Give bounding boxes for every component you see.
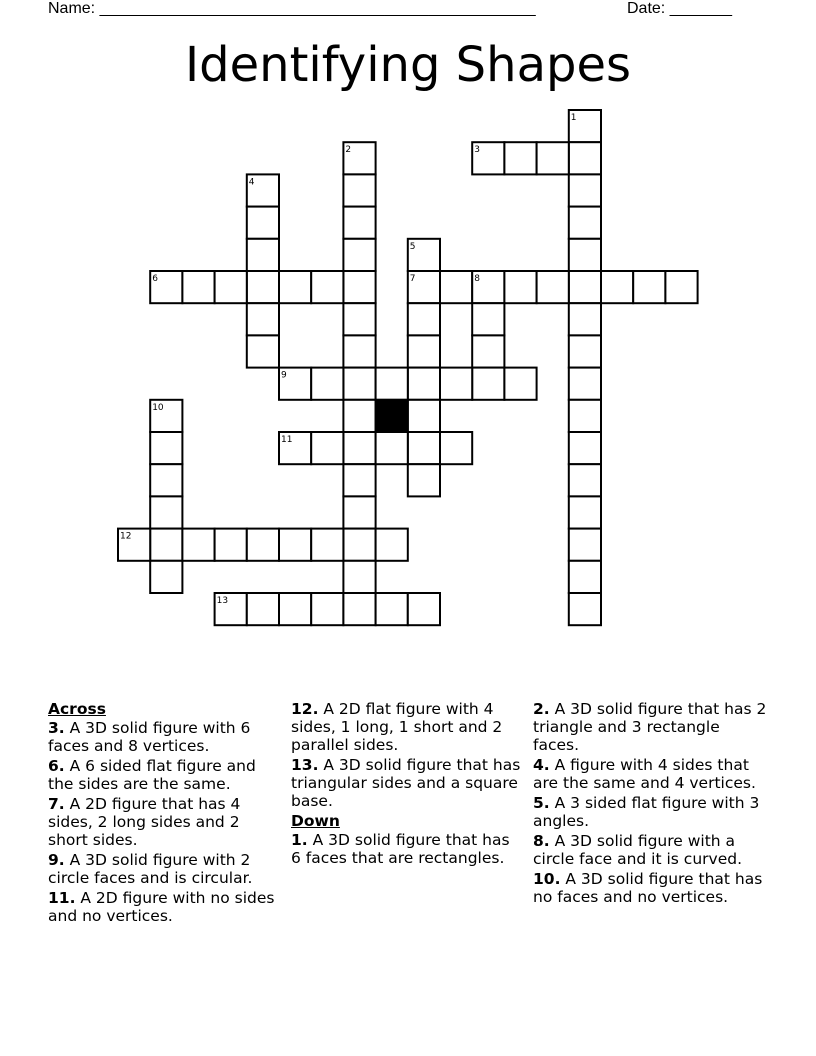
crossword-cell[interactable] <box>569 368 601 400</box>
crossword-cell[interactable] <box>633 271 665 303</box>
crossword-cell[interactable] <box>182 529 214 561</box>
crossword-cell[interactable] <box>215 271 247 303</box>
crossword-cell[interactable] <box>247 239 279 271</box>
crossword-cell[interactable] <box>247 271 279 303</box>
crossword-cell[interactable] <box>343 593 375 625</box>
crossword-cell[interactable] <box>343 368 375 400</box>
clue-number-label: 12 <box>120 531 132 542</box>
crossword-cell[interactable] <box>343 432 375 464</box>
crossword-cell[interactable] <box>150 432 182 464</box>
crossword-cell[interactable] <box>569 464 601 496</box>
crossword-cell[interactable] <box>247 303 279 335</box>
crossword-cell[interactable] <box>182 271 214 303</box>
crossword-cell[interactable] <box>569 400 601 432</box>
clue-number-label: 13 <box>216 596 229 606</box>
clue-number-label: 2 <box>345 145 352 156</box>
crossword-cell[interactable] <box>343 464 375 496</box>
crossword-cell[interactable] <box>247 529 279 561</box>
crossword-cell[interactable] <box>150 496 182 528</box>
crossword-cell[interactable] <box>343 400 375 432</box>
crossword-cell[interactable] <box>247 335 279 367</box>
crossword-cell[interactable] <box>343 239 375 271</box>
clue-across-11: 11. A 2D figure with no sides and no vertices. <box>48 889 275 925</box>
crossword-cell[interactable] <box>376 368 408 400</box>
clue-down-1: 1. A 3D solid figure that has 6 faces that are rectangles. <box>291 831 510 867</box>
crossword-cell[interactable] <box>408 593 440 625</box>
crossword-cell[interactable] <box>569 239 601 271</box>
crossword-cell[interactable] <box>504 271 536 303</box>
page-title: Identifying Shapes <box>185 37 631 93</box>
crossword-cell[interactable] <box>440 271 472 303</box>
clue-number-label: 5 <box>409 241 416 252</box>
crossword-cell[interactable] <box>537 142 569 174</box>
crossword-cell[interactable] <box>569 593 601 625</box>
clue-down-4: 4. A figure with 4 sides that are the same and 4 vertices. <box>533 756 756 792</box>
crossword-cell[interactable] <box>569 335 601 367</box>
clue-number-label: 1 <box>570 113 577 123</box>
crossword-cell[interactable] <box>311 271 343 303</box>
date-field: Date: _______ <box>627 0 732 17</box>
crossword-cell[interactable] <box>311 368 343 400</box>
crossword-cell[interactable] <box>569 142 601 174</box>
clue-across-13: 13. A 3D solid figure that has triangular sides and a square base. <box>291 756 521 810</box>
crossword-cell[interactable] <box>569 561 601 593</box>
crossword-cell[interactable] <box>569 432 601 464</box>
crossword-cell[interactable] <box>408 400 440 432</box>
crossword-cell[interactable] <box>215 529 247 561</box>
clue-down-10: 10. A 3D solid figure that has no faces and no vertices. <box>533 870 763 906</box>
crossword-cell[interactable] <box>343 335 375 367</box>
crossword-cell[interactable] <box>343 529 375 561</box>
clue-number-label: 3 <box>474 145 480 156</box>
crossword-cell[interactable] <box>569 496 601 528</box>
clue-number-label: 9 <box>281 370 287 381</box>
crossword-cell[interactable] <box>343 303 375 335</box>
crossword-cell[interactable] <box>472 303 504 335</box>
crossword-cell[interactable] <box>665 271 697 303</box>
crossword-cell[interactable] <box>343 496 375 528</box>
crossword-cell[interactable] <box>569 174 601 206</box>
clue-column-2 <box>291 700 523 869</box>
down-heading: Down <box>291 812 340 830</box>
clue-down-8: 8. A 3D solid figure with a circle face and it is curved. <box>533 832 742 868</box>
crossword-cell[interactable] <box>343 271 375 303</box>
clue-number-label: 11 <box>281 435 293 445</box>
crossword-cell[interactable] <box>472 368 504 400</box>
crossword-black-cell <box>376 400 408 432</box>
clue-number-label: 4 <box>248 177 255 188</box>
clue-across-3: 3. A 3D solid figure with 6 faces and 8 vertices. <box>48 719 251 755</box>
crossword-cell[interactable] <box>150 561 182 593</box>
crossword-cell[interactable] <box>311 432 343 464</box>
crossword-cell[interactable] <box>376 529 408 561</box>
crossword-cell[interactable] <box>343 561 375 593</box>
clue-across-9: 9. A 3D solid figure with 2 circle faces and is circular. <box>48 851 253 887</box>
crossword-cell[interactable] <box>376 593 408 625</box>
crossword-cell[interactable] <box>247 207 279 239</box>
crossword-cell[interactable] <box>408 368 440 400</box>
crossword-cell[interactable] <box>408 432 440 464</box>
crossword-cell[interactable] <box>569 529 601 561</box>
crossword-cell[interactable] <box>504 368 536 400</box>
crossword-cell[interactable] <box>569 271 601 303</box>
clue-across-12: 12. A 2D flat figure with 4 sides, 1 long, 1 short and 2 parallel sides. <box>291 700 503 754</box>
clue-down-5: 5. A 3 sided flat figure with 3 angles. <box>533 794 760 830</box>
crossword-cell[interactable] <box>601 271 633 303</box>
crossword-cell[interactable] <box>376 432 408 464</box>
crossword-cell[interactable] <box>150 464 182 496</box>
crossword-cell[interactable] <box>569 207 601 239</box>
crossword-cell[interactable] <box>408 464 440 496</box>
name-field: Name: _________________________________________________ <box>48 0 536 17</box>
clue-column-3 <box>533 700 768 908</box>
crossword-cell[interactable] <box>343 174 375 206</box>
crossword-cell[interactable] <box>408 335 440 367</box>
crossword-cell[interactable] <box>440 368 472 400</box>
crossword-cell[interactable] <box>472 335 504 367</box>
clue-number-label: 8 <box>474 274 480 284</box>
crossword-cell[interactable] <box>408 303 440 335</box>
across-heading: Across <box>48 700 106 718</box>
crossword-cell[interactable] <box>279 529 311 561</box>
crossword-cell[interactable] <box>311 593 343 625</box>
crossword-cell[interactable] <box>247 593 279 625</box>
clue-number-label: 7 <box>409 274 416 284</box>
crossword-cell[interactable] <box>343 207 375 239</box>
crossword-cell[interactable] <box>569 303 601 335</box>
crossword-cell[interactable] <box>537 271 569 303</box>
crossword-cell[interactable] <box>504 142 536 174</box>
clue-number-label: 6 <box>152 274 158 284</box>
clue-across-7: 7. A 2D figure that has 4 sides, 2 long sides and 2 short sides. <box>48 795 241 849</box>
clue-across-6: 6. A 6 sided flat figure and the sides are the same. <box>48 757 256 793</box>
crossword-cell[interactable] <box>150 529 182 561</box>
clue-number-label: 10 <box>152 402 164 413</box>
clue-down-2: 2. A 3D solid figure that has 2 triangle and 3 rectangle faces. <box>533 700 767 754</box>
crossword-cell[interactable] <box>279 271 311 303</box>
crossword-cell[interactable] <box>440 432 472 464</box>
clue-column-1 <box>48 700 280 927</box>
crossword-cell[interactable] <box>279 593 311 625</box>
crossword-cell[interactable] <box>311 529 343 561</box>
